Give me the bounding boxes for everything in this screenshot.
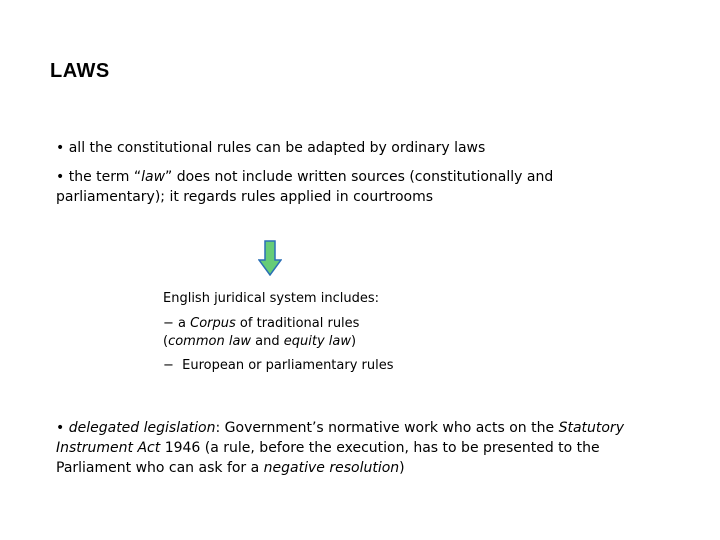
item-text: European or parliamentary rules (182, 358, 394, 373)
corpus-italic: Corpus (190, 316, 236, 331)
bullet-constitutional-rules (56, 138, 656, 158)
equity-law-italic: equity law (283, 334, 352, 349)
subsection-item-corpus: − a Corpus of traditional rules (common law and equity law) (163, 316, 360, 349)
down-arrow-icon (258, 240, 282, 276)
delegated-legislation-italic: delegated legislation (68, 420, 216, 436)
page-title: LAWS (50, 60, 110, 82)
item-text-pre: a (178, 316, 191, 331)
common-law-italic: common law (168, 334, 252, 349)
dash-icon: − (163, 358, 174, 373)
bullet-icon: • (56, 140, 65, 156)
subsection-intro: English juridical system includes: (163, 291, 379, 306)
item-text-mid: of traditional rules (235, 316, 360, 331)
bullet-text-part2: 1946 (a rule, before the execution, has to be presented to the Parliament who can ask for a (56, 440, 600, 476)
bullet-term-law (56, 167, 656, 207)
item-text-and: and (251, 334, 284, 349)
bullet-icon: • (56, 169, 65, 185)
bullet-delegated-legislation (56, 418, 656, 478)
bullet-icon: • (56, 420, 65, 436)
negative-resolution-italic: negative resolution (263, 460, 400, 476)
bullet-text-part1: the term “ (68, 169, 142, 185)
bullet-text: all the constitutional rules can be adapted by ordinary laws (68, 140, 486, 156)
law-italic: law (141, 169, 166, 185)
statutory-act-italic: Statutory Instrument Act (56, 420, 624, 456)
dash-icon: − (163, 316, 174, 331)
bullet-text-part3: ) (399, 460, 405, 476)
bullet-text-part1: : Government’s normative work who acts on the (215, 420, 559, 436)
subsection-item-european (163, 357, 394, 375)
bullet-text-part2: ” does not include written sources (constitutionally and parliamentary); it regards rules applied in courtrooms (56, 169, 554, 205)
